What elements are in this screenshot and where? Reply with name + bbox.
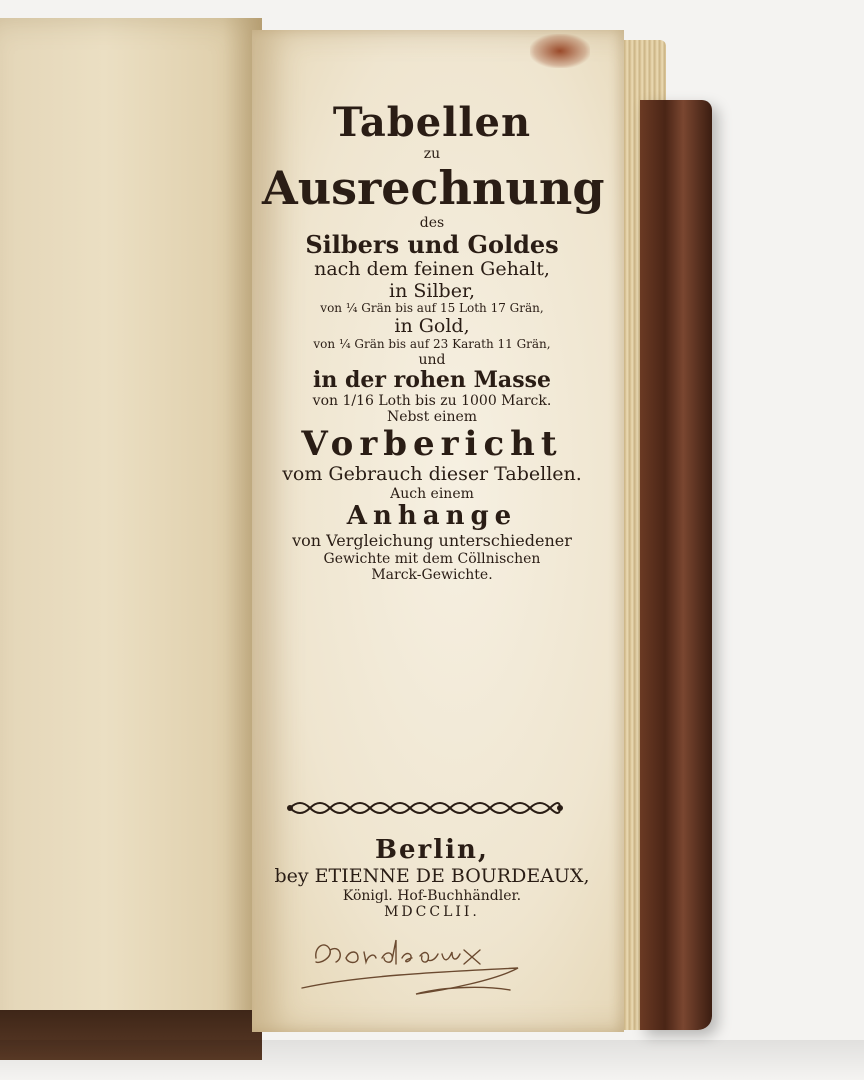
imprint-block <box>262 836 602 920</box>
title-line: des <box>419 214 445 231</box>
left-page <box>0 18 262 1048</box>
table-shadow <box>0 1040 864 1080</box>
title-line: Auch einem <box>390 486 474 503</box>
title-line: Marck-Gewichte. <box>371 566 493 583</box>
title-line: von ¼ Grän bis auf 15 Loth 17 Grän, <box>320 301 544 316</box>
title-line: zu <box>423 146 441 162</box>
title-line: in Silber, <box>389 279 475 302</box>
title-line: Silbers und Goldes <box>305 230 559 260</box>
title-vorbericht: Vorbericht <box>301 424 563 465</box>
title-line: in der rohen Masse <box>313 366 551 393</box>
title-line: von Vergleichung unterschiedener <box>292 531 572 551</box>
title-anhange: Anhange <box>346 501 518 532</box>
title-line: Nebst einem <box>386 409 478 426</box>
title-line: von 1/16 Loth bis zu 1000 Marck. <box>312 393 552 410</box>
title-line: und <box>418 351 446 368</box>
title-text-block <box>262 99 605 583</box>
imprint-year: MDCCLII. <box>384 903 480 920</box>
imprint-city: Berlin, <box>375 835 489 865</box>
ornament-border <box>286 796 564 820</box>
title-line: von ¼ Grän bis auf 23 Karath 11 Grän, <box>313 337 551 351</box>
paper-stain <box>530 34 590 68</box>
title-main: Ausrechnung <box>262 161 605 216</box>
title-line: nach dem feinen Gehalt, <box>314 257 550 280</box>
title-line: Tabellen <box>332 99 532 146</box>
imprint-publisher: bey ETIENNE DE BOURDEAUX, <box>274 864 590 887</box>
title-line: in Gold, <box>394 315 470 338</box>
handwritten-signature <box>296 928 536 1008</box>
leather-binding <box>640 100 712 1030</box>
title-line: Gewichte mit dem Cöllnischen <box>323 550 541 567</box>
title-line: vom Gebrauch dieser Tabellen. <box>282 463 582 486</box>
imprint-role: Königl. Hof-Buchhändler. <box>342 887 522 904</box>
